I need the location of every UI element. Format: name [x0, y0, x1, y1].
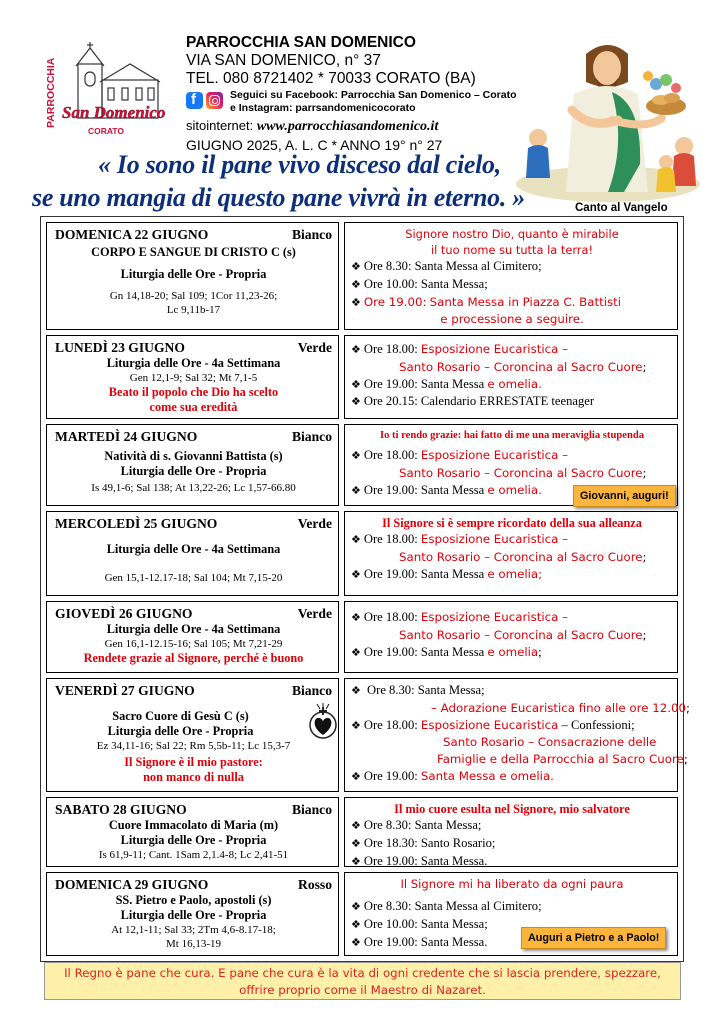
readings: Is 61,9-11; Cant. 1Sam 2,1.4-8; Lc 2,41-51	[98, 849, 289, 861]
day-row	[46, 678, 690, 792]
day-info-cell	[46, 601, 339, 673]
day-header	[55, 226, 332, 243]
schedule-item: ❖ Ore 19.00: Santa Messa e omelia.	[351, 768, 554, 783]
footer-line-1: Il Regno è pane che cura. E pane che cura è la vita di ogni credente che si lascia prendere, spezzare,	[64, 966, 661, 980]
website-label: sitointernet:	[186, 118, 254, 133]
readings-cont: Lc 9,11b-17	[166, 304, 221, 316]
schedule-cell	[344, 511, 678, 596]
schedule-item: ❖ Ore 8.30: Santa Messa al Cimitero;	[351, 259, 542, 273]
parish-logo	[42, 40, 174, 140]
schedule-item-cont: Santo Rosario – Coroncina al Sacro Cuore;	[399, 549, 647, 564]
diamond-bullet-icon: ❖	[351, 449, 361, 462]
day-title: LUNEDÌ 23 GIUGNO	[55, 340, 185, 355]
feast-name: SS. Pietro e Paolo, apostoli (s)	[115, 893, 272, 907]
diamond-bullet-icon: ❖	[351, 611, 361, 624]
diamond-bullet-icon: ❖	[351, 718, 361, 732]
schedule-item: ❖ Ore 18.00: Esposizione Eucaristica –	[351, 342, 568, 356]
issue-line: GIUGNO 2025, A. L. C * ANNO 19° n° 27	[186, 137, 443, 153]
liturgy-hours: Liturgia delle Ore - 4a Settimana	[106, 622, 281, 636]
verse-line-1: « Io sono il pane vivo disceso dal cielo,	[98, 150, 501, 179]
day-row	[46, 872, 678, 956]
liturgical-color: Verde	[297, 340, 332, 355]
diamond-bullet-icon: ❖	[351, 819, 361, 832]
schedule-item: ❖ Ore 19.00: Santa Messa.	[351, 934, 488, 949]
day-row	[46, 335, 678, 419]
schedule-item: ❖ Ore 20.15: Calendario ERRESTATE teenager	[351, 394, 595, 409]
day-motto: Il mio cuore esulta nel Signore, mio salvatore	[394, 802, 630, 816]
schedule-item-cont: Santo Rosario – Coroncina al Sacro Cuore;	[399, 359, 647, 374]
diamond-bullet-icon: ❖	[351, 900, 361, 913]
instagram-icon[interactable]	[206, 92, 223, 109]
schedule-item: ❖ Ore 19.00: Santa Messa e omelia;	[351, 566, 543, 581]
social-instagram-line: e Instagram: parrsandomenicocorato	[230, 102, 416, 114]
day-header	[55, 801, 332, 818]
diamond-bullet-icon: ❖	[351, 260, 361, 273]
schedule-item: ❖ Ore 18.00: Esposizione Eucaristica –	[351, 448, 568, 462]
schedule-item: ❖ Ore 8.30: Santa Messa al Cimitero;	[351, 899, 542, 913]
day-info-cell	[46, 424, 339, 506]
liturgy-hours: Liturgia delle Ore - 4a Settimana	[106, 542, 281, 556]
parish-address: VIA SAN DOMENICO, n° 37	[186, 52, 381, 69]
logo-vertical-text: PARROCCHIA	[45, 57, 57, 128]
schedule-cell	[344, 335, 678, 419]
readings: At 12,1-11; Sal 33; 2Tm 4,6-8.17-18;	[111, 924, 276, 936]
schedule-item: ❖ Ore 18.00: Esposizione Eucaristica –	[351, 610, 568, 624]
day-row	[46, 222, 678, 330]
day-row	[46, 601, 678, 673]
schedule-item-cont: Famiglie e della Parrocchia al Sacro Cuore;	[437, 752, 688, 767]
day-row	[46, 797, 678, 867]
day-info-cell	[46, 872, 339, 956]
schedule-cell	[344, 601, 678, 673]
day-title: MERCOLEDÌ 25 GIUGNO	[55, 516, 218, 531]
diamond-bullet-icon: ❖	[351, 567, 361, 581]
verse-reference: Canto al Vangelo	[575, 202, 668, 214]
day-title: SABATO 28 GIUGNO	[55, 802, 187, 817]
day-header	[55, 605, 332, 622]
schedule-item: ❖ Ore 10.00: Santa Messa;	[351, 276, 488, 291]
diamond-bullet-icon: ❖	[351, 483, 361, 497]
schedule-item: ❖ Ore 8.30: Santa Messa;	[351, 683, 485, 697]
diamond-bullet-icon: ❖	[351, 377, 361, 391]
website-line	[186, 117, 516, 136]
day-title: DOMENICA 22 GIUGNO	[55, 227, 209, 242]
social-text	[230, 89, 517, 115]
verse-line-2: se uno mangia di questo pane vivrà in eterno. »	[32, 183, 525, 212]
diamond-bullet-icon: ❖	[351, 935, 361, 949]
schedule-cell	[344, 872, 678, 956]
day-motto: Beato il popolo che Dio ha scelto	[108, 385, 279, 399]
readings: Is 49,1-6; Sal 138; At 13,22-26; Lc 1,57-66.80	[91, 482, 296, 494]
day-motto-cont: non manco di nulla	[143, 770, 244, 784]
schedule-item-cont: Santo Rosario – Coroncina al Sacro Cuore;	[399, 627, 647, 642]
diamond-bullet-icon: ❖	[351, 533, 361, 546]
diamond-bullet-icon: ❖	[351, 645, 361, 659]
liturgy-hours: Liturgia delle Ore - Propria	[120, 833, 267, 847]
schedule-item: ❖ Ore 19.00: Santa Messa.	[351, 853, 488, 868]
liturgy-hours: Liturgia delle Ore - Propria	[120, 908, 267, 922]
schedule-table	[40, 216, 690, 962]
day-header	[55, 515, 332, 532]
liturgical-color: Bianco	[291, 683, 332, 698]
facebook-icon[interactable]: f	[186, 92, 203, 109]
logo-name: San Domenico	[62, 103, 166, 122]
day-motto: Rendete grazie al Signore, perché è buono	[83, 651, 304, 665]
diamond-bullet-icon: ❖	[351, 917, 361, 931]
schedule-item-cont: Santo Rosario – Consacrazione delle	[443, 735, 657, 750]
day-header	[55, 876, 332, 893]
day-motto: Il Signore è il mio pastore:	[124, 755, 263, 769]
schedule-item: ❖ Ore 8.30: Santa Messa;	[351, 818, 482, 832]
day-info-cell	[46, 511, 339, 596]
footer-quote	[44, 962, 681, 1000]
readings-cont: Mt 16,13-19	[166, 938, 221, 950]
day-title: GIOVEDÌ 26 GIUGNO	[55, 606, 193, 621]
diamond-bullet-icon: ❖	[351, 295, 361, 309]
day-header	[55, 682, 332, 699]
readings: Gen 12,1-9; Sal 32; Mt 7,1-5	[129, 372, 258, 384]
schedule-cell	[344, 797, 678, 867]
day-motto-cont: il tuo nome su tutta la terra!	[430, 243, 594, 257]
liturgy-hours: Liturgia delle Ore - Propria	[120, 464, 267, 478]
jesus-illustration	[516, 34, 702, 202]
schedule-item: ❖ Ore 10.00: Santa Messa;	[351, 916, 488, 931]
day-row	[46, 511, 678, 596]
liturgical-color: Bianco	[291, 429, 332, 444]
diamond-bullet-icon: ❖	[351, 836, 361, 850]
schedule-cell	[344, 678, 690, 792]
feast-name: Natività di s. Giovanni Battista (s)	[104, 449, 283, 463]
day-row	[46, 424, 678, 506]
schedule-item: ❖ Ore 18.00: Esposizione Eucaristica –	[351, 532, 568, 546]
day-header	[55, 428, 332, 445]
day-info-cell	[46, 222, 339, 330]
day-motto: Io ti rendo grazie: hai fatto di me una meraviglia stupenda	[379, 430, 645, 441]
day-info-cell	[46, 797, 339, 867]
schedule-cell	[344, 222, 678, 330]
social-links	[186, 89, 516, 117]
parish-phone: TEL. 080 8721402 * 70033 CORATO (BA)	[186, 70, 476, 87]
diamond-bullet-icon: ❖	[351, 769, 361, 783]
day-title: DOMENICA 29 GIUGNO	[55, 877, 209, 892]
diamond-bullet-icon: ❖	[351, 684, 361, 697]
liturgy-hours: Liturgia delle Ore - Propria	[107, 724, 254, 738]
day-header	[55, 339, 332, 356]
day-title: VENERDÌ 27 GIUGNO	[55, 683, 195, 698]
feast-name: Cuore Immacolato di Maria (m)	[108, 818, 279, 832]
schedule-item: ❖ Ore 19.00: Santa Messa e omelia.	[351, 376, 542, 391]
day-motto: Il Signore si è sempre ricordato della sua alleanza	[382, 516, 642, 530]
header-info	[186, 34, 516, 154]
diamond-bullet-icon: ❖	[351, 854, 361, 868]
parish-name: PARROCCHIA SAN DOMENICO	[186, 34, 416, 51]
schedule-item: ❖ Ore 18.30: Santo Rosario;	[351, 835, 496, 850]
day-motto: Signore nostro Dio, quanto è mirabile	[405, 227, 619, 241]
liturgical-color: Verde	[297, 516, 332, 531]
readings: Gen 15,1-12.17-18; Sal 104; Mt 7,15-20	[104, 572, 283, 584]
liturgical-color: Bianco	[291, 802, 332, 817]
day-info-cell	[46, 335, 339, 419]
greeting-badge: Auguri a Pietro e a Paolo!	[521, 927, 666, 949]
liturgy-hours: Liturgia delle Ore - Propria	[120, 267, 267, 281]
day-motto: Il Signore mi ha liberato da ogni paura	[400, 877, 624, 891]
schedule-item-cont: e processione a seguire.	[440, 312, 584, 327]
day-info-cell	[46, 678, 339, 792]
social-facebook-line: Seguici su Facebook: Parrocchia San Domenico – Corato	[230, 89, 517, 101]
website-link[interactable]: www.parrocchiasandomenico.it	[256, 119, 439, 134]
liturgical-color: Verde	[297, 606, 332, 621]
liturgy-hours: Liturgia delle Ore - 4a Settimana	[106, 356, 281, 370]
diamond-bullet-icon: ❖	[351, 343, 361, 356]
schedule-item: ❖ Ore 19.00: Santa Messa in Piazza C. Battisti	[351, 294, 622, 309]
liturgical-color: Rosso	[298, 877, 332, 892]
schedule-cell	[344, 424, 678, 506]
liturgical-color: Bianco	[291, 227, 332, 242]
diamond-bullet-icon: ❖	[351, 395, 361, 409]
day-title: MARTEDÌ 24 GIUGNO	[55, 429, 198, 444]
footer-line-2: offrire proprio come il Maestro di Nazaret.	[239, 983, 486, 997]
feast-name: Sacro Cuore di Gesù C (s)	[112, 709, 249, 723]
schedule-item-cont: Santo Rosario – Coroncina al Sacro Cuore;	[399, 465, 647, 480]
schedule-item: ❖ Ore 19.00: Santa Messa e omelia;	[351, 644, 542, 659]
schedule-item: ❖ Ore 19.00: Santa Messa e omelia.	[351, 482, 542, 497]
readings: Ez 34,11-16; Sal 22; Rm 5,5b-11; Lc 15,3-7	[96, 740, 291, 752]
diamond-bullet-icon: ❖	[351, 277, 361, 291]
logo-city: CORATO	[87, 126, 125, 136]
feast-name: CORPO E SANGUE DI CRISTO C (s)	[91, 245, 296, 259]
readings: Gen 16,1-12.15-16; Sal 105; Mt 7,21-29	[104, 638, 283, 650]
schedule-item: ❖ Ore 18.00: Esposizione Eucaristica – Confessioni;	[351, 717, 635, 732]
readings: Gn 14,18-20; Sal 109; 1Cor 11,23-26;	[109, 290, 278, 302]
greeting-badge: Giovanni, auguri!	[573, 485, 676, 507]
schedule-item-cont: – Adorazione Eucaristica fino alle ore 12.00;	[431, 700, 690, 715]
sacred-heart-icon	[307, 703, 339, 745]
day-motto-cont: come sua eredità	[149, 400, 238, 414]
